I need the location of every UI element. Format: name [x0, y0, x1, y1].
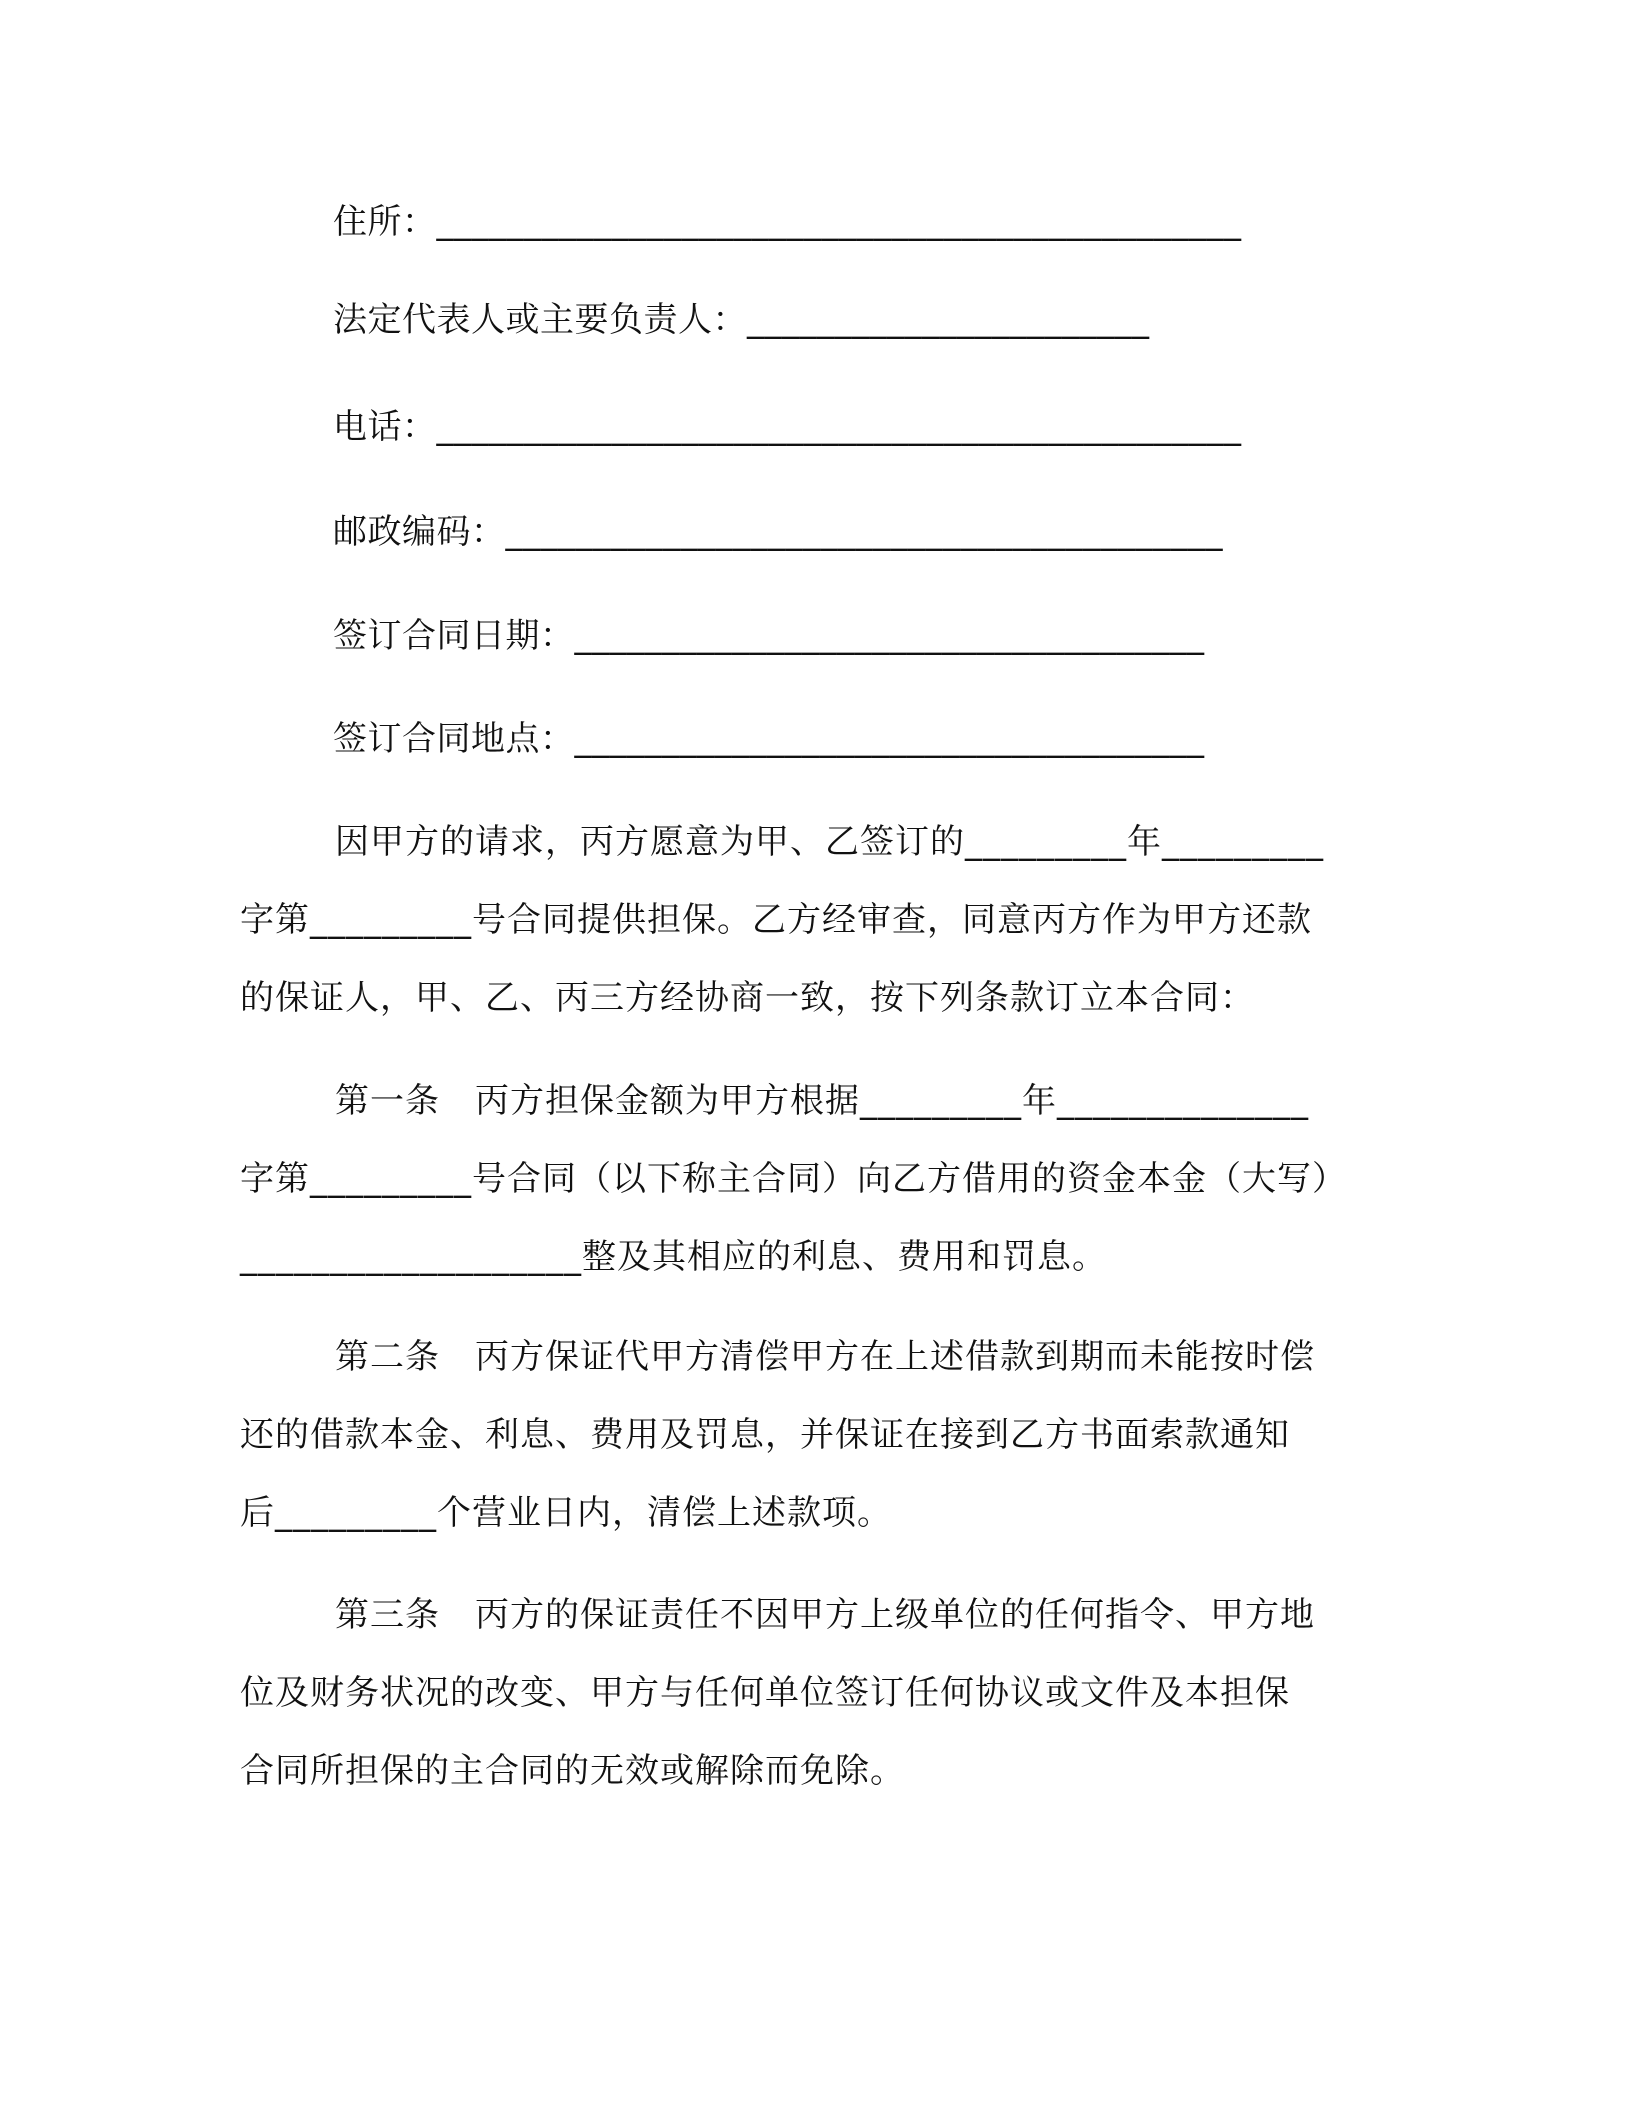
field-phone — [333, 405, 1242, 449]
field-label: 签订合同地点： — [333, 719, 575, 759]
field-legal-representative — [333, 298, 1150, 342]
paragraph-line: 还的借款本金、利息、费用及罚息，并保证在接到乙方书面索款通知 — [240, 1415, 1290, 1455]
field-label: 住所： — [333, 202, 437, 242]
field-label: 电话： — [333, 407, 437, 447]
article-2-paragraph — [240, 1318, 1400, 1552]
field-blank: ____________________________________ — [574, 719, 1205, 759]
field-label: 邮政编码： — [333, 512, 506, 552]
field-blank: _______________________ — [747, 300, 1150, 340]
article-3-paragraph — [240, 1576, 1400, 1810]
field-postal-code — [333, 510, 1223, 554]
field-signing-place — [333, 717, 1205, 761]
field-signing-date — [333, 614, 1205, 658]
paragraph-line: 合同所担保的主合同的无效或解除而免除。 — [240, 1751, 905, 1791]
paragraph-line: 第三条 丙方的保证责任不因甲方上级单位的任何指令、甲方地 — [335, 1595, 1315, 1635]
paragraph-line: 字第_________号合同（以下称主合同）向乙方借用的资金本金（大写） — [240, 1159, 1347, 1199]
article-1-paragraph — [240, 1062, 1400, 1296]
intro-paragraph — [240, 803, 1400, 1037]
paragraph-line: 第二条 丙方保证代甲方清偿甲方在上述借款到期而未能按时偿 — [335, 1337, 1315, 1377]
paragraph-line: 第一条 丙方担保金额为甲方根据_________年______________ — [335, 1081, 1309, 1121]
field-blank: _________________________________________ — [505, 512, 1223, 552]
field-address — [333, 200, 1242, 244]
paragraph-line: ___________________整及其相应的利息、费用和罚息。 — [240, 1237, 1107, 1277]
paragraph-line: 后_________个营业日内，清偿上述款项。 — [240, 1493, 892, 1533]
field-label: 法定代表人或主要负责人： — [333, 300, 747, 340]
paragraph-line: 位及财务状况的改变、甲方与任何单位签订任何协议或文件及本担保 — [240, 1673, 1290, 1713]
field-blank: ______________________________________________ — [436, 407, 1242, 447]
field-label: 签订合同日期： — [333, 616, 575, 656]
field-blank: ____________________________________ — [574, 616, 1205, 656]
paragraph-line: 字第_________号合同提供担保。乙方经审查，同意丙方作为甲方还款 — [240, 900, 1312, 940]
field-blank: ______________________________________________ — [436, 202, 1242, 242]
paragraph-line: 的保证人，甲、乙、丙三方经协商一致，按下列条款订立本合同： — [240, 978, 1255, 1018]
paragraph-line: 因甲方的请求，丙方愿意为甲、乙签订的_________年_________ — [335, 822, 1324, 862]
